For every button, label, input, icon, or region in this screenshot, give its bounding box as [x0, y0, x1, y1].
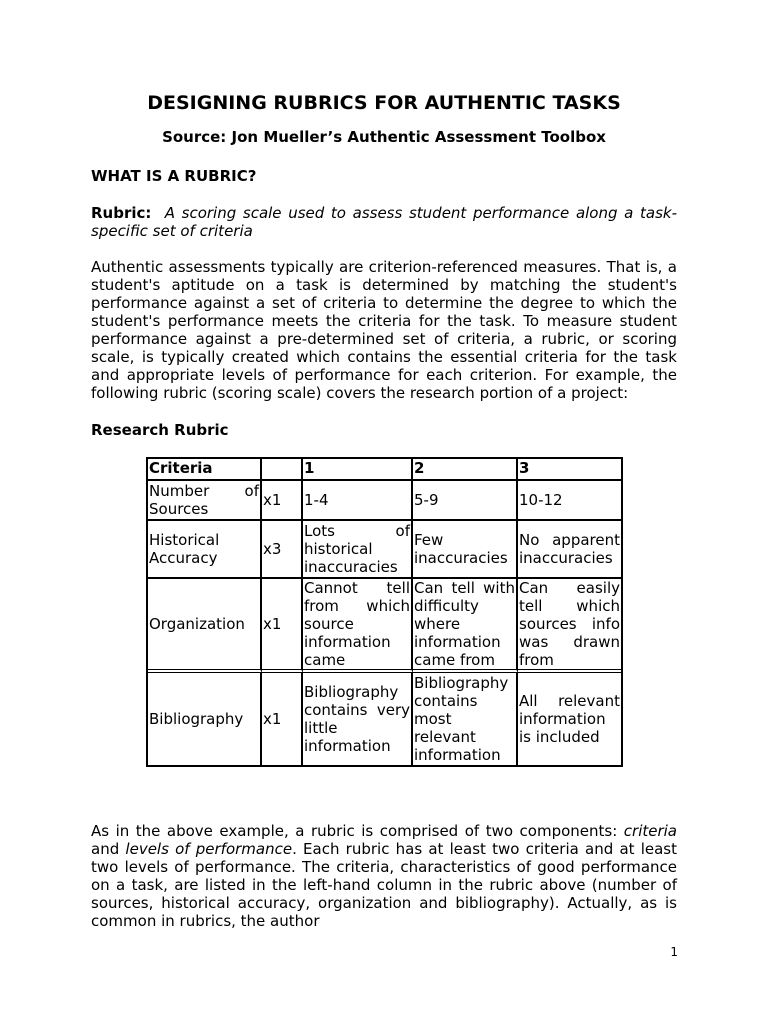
- components-text-1: As in the above example, a rubric is comprised of two components:: [91, 822, 624, 840]
- header-level-1: 1: [303, 459, 413, 481]
- components-text-2: and: [91, 840, 126, 858]
- rubric-definition: [91, 204, 677, 240]
- row-criteria: Bibliography: [148, 673, 262, 765]
- table-row: [148, 481, 621, 521]
- row-weight: x1: [262, 579, 303, 673]
- components-paragraph: [91, 822, 677, 930]
- definition-text: A scoring scale used to assess student performance along a task-specific set of criteria: [91, 204, 677, 240]
- components-text-3: . Each rubric has at least two criteria and at least two levels of performance. The criteria, characteristics of good performance on a task, are listed in the left-hand column in the rubric above (number of sources, historical accuracy, organization and bibliography). Actually, as is common in rubrics, the author: [91, 840, 677, 930]
- row-level-2: Bibliography contains most relevant information: [413, 673, 518, 765]
- section-heading-research-rubric: Research Rubric: [91, 421, 229, 439]
- row-criteria: Number of Sources: [148, 481, 262, 521]
- table-row: [148, 579, 621, 673]
- table-header-row: [148, 459, 621, 481]
- row-level-3: No apparent inaccuracies: [518, 521, 621, 579]
- components-emphasis-criteria: criteria: [623, 822, 677, 840]
- row-weight: x1: [262, 673, 303, 765]
- header-level-2: 2: [413, 459, 518, 481]
- row-level-3: Can easily tell which sources info was drawn from: [518, 579, 621, 673]
- row-weight: x3: [262, 521, 303, 579]
- row-level-1: Bibliography contains very little information: [303, 673, 413, 765]
- row-criteria: Historical Accuracy: [148, 521, 262, 579]
- row-level-3: All relevant information is included: [519, 692, 620, 746]
- document-title: DESIGNING RUBRICS FOR AUTHENTIC TASKS: [147, 92, 621, 114]
- intro-paragraph: Authentic assessments typically are criterion-referenced measures. That is, a student's aptitude on a task is determined by matching the student's performance against a set of criteria to determine the degree to which the student's performance meets the criteria for the task. To measure student performance against a pre-determined set of criteria, a rubric, or scoring scale, is typically created which contains the essential criteria for the task and appropriate levels of performance for each criterion. For example, the following rubric (scoring scale) covers the research portion of a project:: [91, 258, 677, 402]
- header-criteria: Criteria: [148, 459, 262, 481]
- page-number: 1: [670, 945, 678, 959]
- row-level-2: Few inaccuracies: [413, 521, 518, 579]
- research-rubric-table: [146, 457, 623, 767]
- document-subtitle: Source: Jon Mueller’s Authentic Assessment Toolbox: [162, 128, 606, 146]
- row-level-1: Lots of historical inaccuracies: [303, 521, 413, 579]
- table-row: [148, 521, 621, 579]
- header-level-3: 3: [518, 459, 621, 481]
- row-level-3: 10-12: [518, 481, 621, 521]
- row-level-1: 1-4: [303, 481, 413, 521]
- header-weight: [262, 459, 303, 481]
- section-heading-what-is-rubric: WHAT IS A RUBRIC?: [91, 167, 257, 185]
- row-level-2: 5-9: [413, 481, 518, 521]
- row-weight: x1: [262, 481, 303, 521]
- components-emphasis-levels: levels of performance: [125, 840, 293, 858]
- definition-term: Rubric:: [91, 204, 152, 222]
- row-level-2: Can tell with difficulty where information came from: [413, 579, 518, 673]
- row-level-1: Cannot tell from which source information came: [303, 579, 413, 673]
- table-row: [148, 673, 621, 765]
- row-criteria: Organization: [148, 579, 262, 673]
